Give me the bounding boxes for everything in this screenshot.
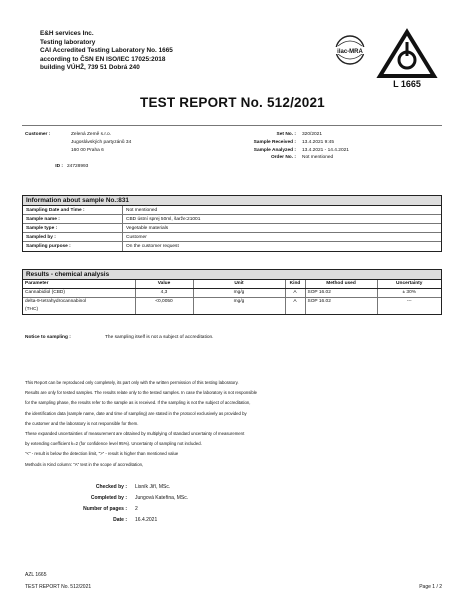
- lab-line-2: Testing laboratory: [40, 38, 96, 46]
- signoff-block: [25, 482, 188, 526]
- id-value: 24728993: [67, 164, 89, 170]
- sampling-notice: [25, 335, 214, 340]
- disclaimer-line: These expanded uncertainties of measurement are obtained by multiplying of standard uncertainty of measurement: [25, 431, 245, 437]
- sample-row-key: Sampling Date and Time :: [23, 206, 123, 214]
- col-parameter: Parameter: [23, 280, 135, 288]
- cell-value: 4,3: [135, 288, 193, 297]
- cell-unit: mg/g: [193, 297, 285, 306]
- sample-row: [23, 242, 441, 251]
- sample-row-value: Not mentioned: [126, 208, 158, 213]
- received-value: 13.4.2021 9:45: [302, 139, 335, 145]
- order-value: Not mentioned: [302, 155, 334, 161]
- lab-line-4: according to ČSN EN ISO/IEC 17025:2018: [40, 55, 166, 63]
- completed-value: Jungová Kateřina, MSc.: [135, 495, 189, 501]
- disclaimer-line: Methods in Kind column: "A" test in the scope of accreditation,: [25, 461, 144, 467]
- lab-line-5: building VÚHŽ, 739 51 Dobrá 240: [40, 64, 140, 72]
- set-value: 320/2021: [302, 132, 323, 137]
- report-title: TEST REPORT No. 512/2021: [140, 95, 325, 110]
- divider: [22, 125, 442, 126]
- cell-kind: A: [285, 288, 305, 297]
- footer-azl: AZL 1665: [25, 572, 47, 578]
- sample-info-heading: Information about sample No.:831: [23, 196, 441, 206]
- cell-method: [305, 306, 377, 314]
- sample-row-value: Vegetable materials: [126, 226, 169, 231]
- lab-name: E&H services Inc.: [40, 30, 94, 37]
- table-row: [23, 288, 441, 297]
- cell-method: SOP 16.02: [305, 297, 377, 306]
- cai-logo: [376, 28, 438, 90]
- cell-unit: mg/g: [193, 288, 285, 297]
- accreditation-logos: [326, 28, 438, 90]
- lab-line-3: CAI Accredited Testing Laboratory No. 1665: [40, 47, 173, 55]
- col-method: Method used: [305, 280, 377, 288]
- col-kind: Kind: [285, 280, 305, 288]
- sample-row: [23, 206, 441, 215]
- results-heading: Results - chemical analysis: [23, 270, 441, 280]
- pages-value: 2: [135, 506, 138, 512]
- customer-label: Customer :: [25, 132, 51, 137]
- results-table: [23, 280, 441, 314]
- sample-row: [23, 215, 441, 224]
- col-uncertainty: Uncertainty: [377, 280, 441, 288]
- results-header-row: [23, 280, 441, 288]
- sample-row-key: Sample name :: [23, 215, 123, 223]
- sample-row-value: On the customer request: [126, 244, 179, 249]
- footer-page: Page 1 / 2: [419, 584, 442, 590]
- order-label: Order No. :: [270, 155, 296, 161]
- cell-uncertainty: ---: [406, 298, 412, 304]
- col-unit: Unit: [193, 280, 285, 288]
- sample-row-key: Sampled by :: [23, 233, 123, 241]
- cell-parameter: delta-9-tetrahydrocannabinol: [23, 297, 135, 306]
- report-meta: [222, 131, 349, 162]
- cell-method: SOP 16.02: [305, 288, 377, 297]
- table-row: [23, 297, 441, 306]
- cell-value: [135, 306, 193, 314]
- sample-row-key: Sampling purpose :: [23, 242, 123, 251]
- analyzed-value: 13.4.2021 - 14.4.2021: [302, 147, 349, 153]
- cell-uncertainty: [377, 306, 441, 314]
- customer-city: 160 00 Praha 6: [71, 147, 104, 153]
- date-label: Date :: [113, 517, 127, 523]
- footer-report: TEST REPORT No. 512/2021: [25, 584, 92, 590]
- disclaimer-line: the identification data (sample name, date and time of sampling) are stated in the protocol exclusively as provided by: [25, 410, 247, 416]
- customer-street: Jugoslávských partyzánů 34: [71, 139, 132, 145]
- disclaimer-line: the customer and the laboratory is not responsible for them.: [25, 420, 139, 426]
- set-label: Set No. :: [276, 132, 296, 137]
- cell-parameter: (THC): [23, 306, 135, 314]
- analyzed-label: Sample Analyzed :: [253, 147, 296, 153]
- date-value: 16.4.2021: [135, 517, 158, 523]
- cell-kind: A: [285, 297, 305, 306]
- notice-label: Notice to sampling :: [25, 335, 71, 340]
- cai-code: L 1665: [393, 79, 421, 89]
- cell-value: <0,0050: [135, 297, 193, 306]
- ilac-text: ilac-MRA: [337, 49, 363, 55]
- sample-row: [23, 224, 441, 233]
- sample-row-value: CBD ústní sprej 50ml, šarže:21001: [126, 217, 201, 222]
- sample-row-key: Sample type :: [23, 224, 123, 232]
- id-label: ID :: [55, 164, 63, 170]
- disclaimer-line: Results are only for tested samples. The results relate only to the tested samples. In case the laboratory is not responsible: [25, 390, 258, 396]
- notice-text: The sampling itself is not a subject of accreditation.: [105, 335, 214, 340]
- disclaimer-line: "<" - result is below the detection limit, ">" - result is higher than mentioned value: [25, 451, 179, 457]
- cell-uncertainty: ± 30%: [377, 288, 441, 297]
- cell-unit: [193, 306, 285, 314]
- cell-kind: [285, 306, 305, 314]
- customer-name: Zelená Země s.r.o.: [71, 132, 111, 137]
- results-box: [22, 269, 442, 315]
- lab-header: [40, 30, 173, 73]
- disclaimer-line: for the sampling phase, the results refer to the sample as is received. If the sampling is not the subject of accreditation,: [25, 400, 251, 406]
- disclaimer: [25, 378, 257, 470]
- disclaimer-line: by extending coefficient k=2 (for confidence level 95%). Uncertainty of sampling not included.: [25, 441, 202, 447]
- sample-info-box: [22, 195, 442, 252]
- table-row: [23, 306, 441, 314]
- sample-row-value: Customer: [126, 235, 147, 240]
- cell-parameter: Cannabidiol (CBD): [23, 288, 135, 297]
- checked-value: Lisník Jiří, MSc.: [135, 484, 171, 490]
- received-label: Sample Received :: [253, 139, 296, 145]
- customer-block: [25, 131, 131, 171]
- disclaimer-line: This Report can be reproduced only completely, its part only with the written permission of this testing laboratory.: [25, 380, 239, 385]
- completed-label: Completed by :: [90, 495, 127, 501]
- col-value: Value: [135, 280, 193, 288]
- sample-row: [23, 233, 441, 242]
- checked-label: Checked by :: [95, 484, 127, 490]
- pages-label: Number of pages :: [83, 506, 127, 512]
